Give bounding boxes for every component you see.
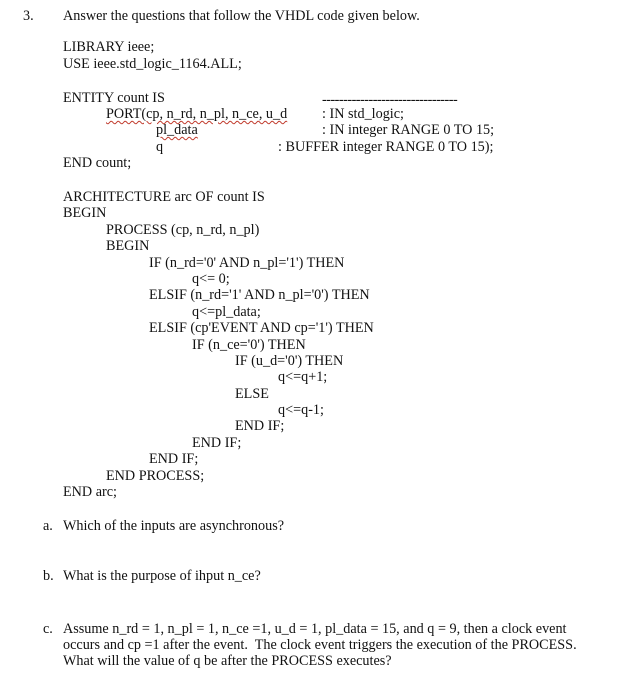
question-number: 3. <box>23 8 34 24</box>
code-assign3: q<=q+1; <box>278 369 328 385</box>
code-endif3: END IF; <box>235 418 285 434</box>
code-begin: BEGIN <box>63 205 107 221</box>
code-assign1: q<= 0; <box>192 271 230 287</box>
question-text: Answer the questions that follow the VHDL code given below. <box>63 8 420 24</box>
code-port-type1: : IN std_logic; <box>322 106 404 122</box>
code-assign2: q<=pl_data; <box>192 304 261 320</box>
question-c-label: c. <box>43 621 53 637</box>
code-else: ELSE <box>235 386 269 402</box>
question-a-label: a. <box>43 518 53 534</box>
code-endif1: END IF; <box>149 451 199 467</box>
code-port-type2: : IN integer RANGE 0 TO 15; <box>322 122 495 138</box>
code-port-type3: : BUFFER integer RANGE 0 TO 15); <box>278 139 494 155</box>
code-begin2: BEGIN <box>106 238 150 254</box>
code-library: LIBRARY ieee; <box>63 39 155 55</box>
code-port-open: PORT(cp, n_rd, n_pl, n_ce, u_d <box>106 106 288 122</box>
code-end-count: END count; <box>63 155 132 171</box>
code-if1: IF (n_rd='0' AND n_pl='1') THEN <box>149 255 345 271</box>
question-c-line2: occurs and cp =1 after the event. The clock event triggers the execution of the PROCESS. <box>63 637 577 653</box>
code-end-arc: END arc; <box>63 484 117 500</box>
question-c-line1: Assume n_rd = 1, n_pl = 1, n_ce =1, u_d = 1, pl_data = 15, and q = 9, then a clock event <box>63 621 567 637</box>
code-separator: -------------------------------- <box>322 92 458 108</box>
code-arch: ARCHITECTURE arc OF count IS <box>63 189 265 205</box>
question-b-label: b. <box>43 568 54 584</box>
code-assign4: q<=q-1; <box>278 402 324 418</box>
code-process: PROCESS (cp, n_rd, n_pl) <box>106 222 260 238</box>
code-endif2: END IF; <box>192 435 242 451</box>
code-if2: IF (n_ce='0') THEN <box>192 337 306 353</box>
code-port-pl: pl_data <box>156 122 198 138</box>
question-b-text: What is the purpose of ihput n_ce? <box>63 568 261 584</box>
code-elsif2: ELSIF (cp'EVENT AND cp='1') THEN <box>149 320 374 336</box>
code-if3: IF (u_d='0') THEN <box>235 353 344 369</box>
question-c-line3: What will the value of q be after the PROCESS executes? <box>63 653 392 669</box>
code-entity: ENTITY count IS <box>63 90 165 106</box>
code-port-q: q <box>156 139 164 155</box>
code-elsif1: ELSIF (n_rd='1' AND n_pl='0') THEN <box>149 287 370 303</box>
code-end-process: END PROCESS; <box>106 468 205 484</box>
code-use: USE ieee.std_logic_1164.ALL; <box>63 56 242 72</box>
question-a-text: Which of the inputs are asynchronous? <box>63 518 285 534</box>
